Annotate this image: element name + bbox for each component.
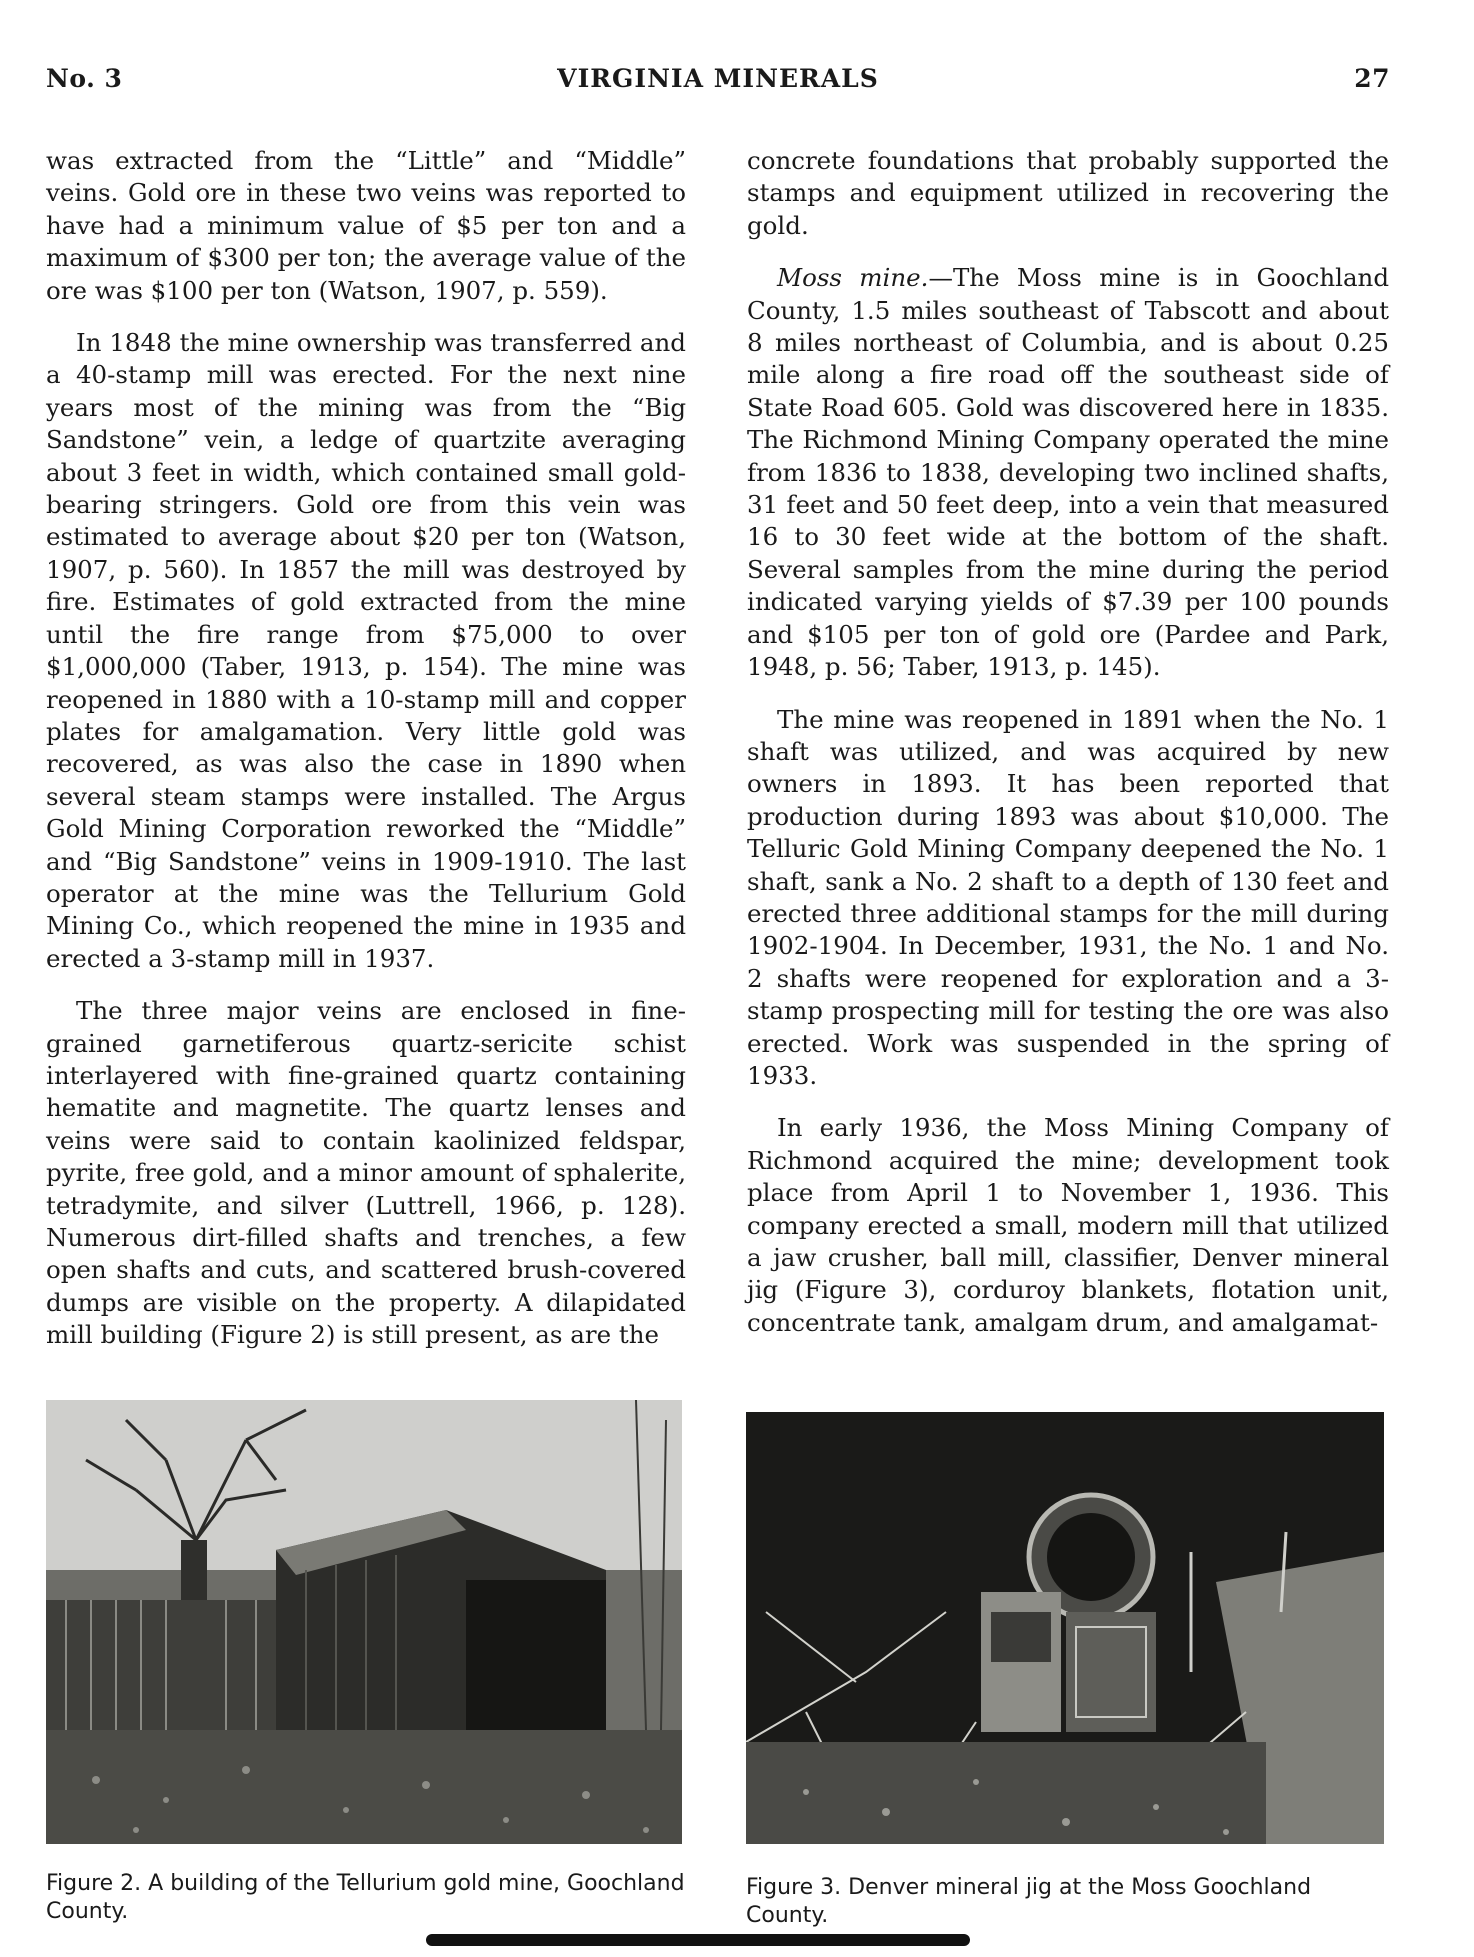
left-column (46, 145, 686, 1372)
figure-2-caption: Figure 2. A building of the Tellurium gold mine, Goochland County. (46, 1871, 685, 1924)
paragraph: In 1848 the mine ownership was transferred and a 40-stamp mill was erected. For the next nine years most of the mining was from the “Big Sandstone” vein, a ledge of quartzite averaging about 3 feet in width, which contained small gold-bearing stringers. Gold ore from this vein was estimated to average about $20 per ton (Watson, 1907, p. 560). In 1857 the mill was destroyed by fire. Estimates of gold extracted from the mine until the fire range from $75,000 to over $1,000,000 (Taber, 1913, p. 154). The mine was reopened in 1880 with a 10-stamp mill and copper plates for amalgamation. Very little gold was recovered, as was also the case in 1890 when several steam stamps were installed. The Argus Gold Mining Corporation reworked the “Middle” and “Big Sandstone” veins in 1909-1910. The last operator at the mine was the Tellurium Gold Mining Co., which reopened the mine in 1935 and erected a 3-stamp mill in 1937. (46, 328, 686, 973)
page-header (46, 64, 1390, 104)
figure-3-caption: Figure 3. Denver mineral jig at the Moss Goochland County. (746, 1875, 1312, 1928)
paragraph: was extracted from the “Little” and “Middle” veins. Gold ore in these two veins was reported to have had a minimum value of $5 per ton and a maximum of $300 per ton; the average value of the ore was $100 per ton (Watson, 1907, p. 559). (46, 146, 686, 305)
paragraph: The three major veins are enclosed in fine-grained garnetiferous quartz-sericite schist interlayered with fine-grained quartz containing hematite and magnetite. The quartz lenses and veins were said to contain kaolinized feldspar, pyrite, free gold, and a minor amount of sphalerite, tetradymite, and silver (Luttrell, 1966, p. 128). Numerous dirt-filled shafts and trenches, a few open shafts and cuts, and scattered brush-covered dumps are visible on the property. A dilapidated mill building (Figure 2) is still present, as are the (46, 996, 686, 1350)
figure-3-photo (746, 1412, 1384, 1844)
issue-number: No. 3 (46, 64, 123, 93)
section-heading: Moss mine. (777, 263, 929, 293)
right-column (747, 145, 1389, 1359)
paragraph: concrete foundations that probably supported the stamps and equipment utilized in recovering the gold. (747, 146, 1389, 240)
paragraph (747, 262, 1389, 683)
home-indicator-bar[interactable] (426, 1934, 970, 1946)
figure-2-photo (46, 1400, 682, 1844)
paragraph-body: —The Moss mine is in Goochland County, 1.5 miles southeast of Tabscott and about 8 miles northeast of Columbia, and is about 0.25 mile along a fire road off the southeast side of State Road 605. Gold was discovered here in 1835. The Richmond Mining Company operated the mine from 1836 to 1838, developing two inclined shafts, 31 feet and 50 feet deep, into a vein that measured 16 to 30 feet wide at the bottom of the shaft. Several samples from the mine during the period indicated varying yields of $7.39 per 100 pounds and $105 per ton of gold ore (Pardee and Park, 1948, p. 56; Taber, 1913, p. 145). (747, 263, 1390, 682)
paragraph: The mine was reopened in 1891 when the No. 1 shaft was utilized, and was acquired by new owners in 1893. It has been reported that production during 1893 was about $10,000. The Telluric Gold Mining Company deepened the No. 1 shaft, sank a No. 2 shaft to a depth of 130 feet and erected three additional stamps for the mill during 1902-1904. In December, 1931, the No. 1 and No. 2 shafts were reopened for exploration and a 3-stamp prospecting mill for testing the ore was also erected. Work was suspended in the spring of 1933. (747, 704, 1389, 1090)
paragraph: In early 1936, the Moss Mining Company of Richmond acquired the mine; development took place from April 1 to November 1, 1936. This company erected a small, modern mill that utilized a jaw crusher, ball mill, classifier, Denver mineral jig (Figure 3), corduroy blankets, flotation unit, concentrate tank, amalgam drum, and amalgamat- (747, 1113, 1389, 1337)
journal-title: VIRGINIA MINERALS (557, 64, 879, 93)
page-number: 27 (1354, 64, 1390, 93)
